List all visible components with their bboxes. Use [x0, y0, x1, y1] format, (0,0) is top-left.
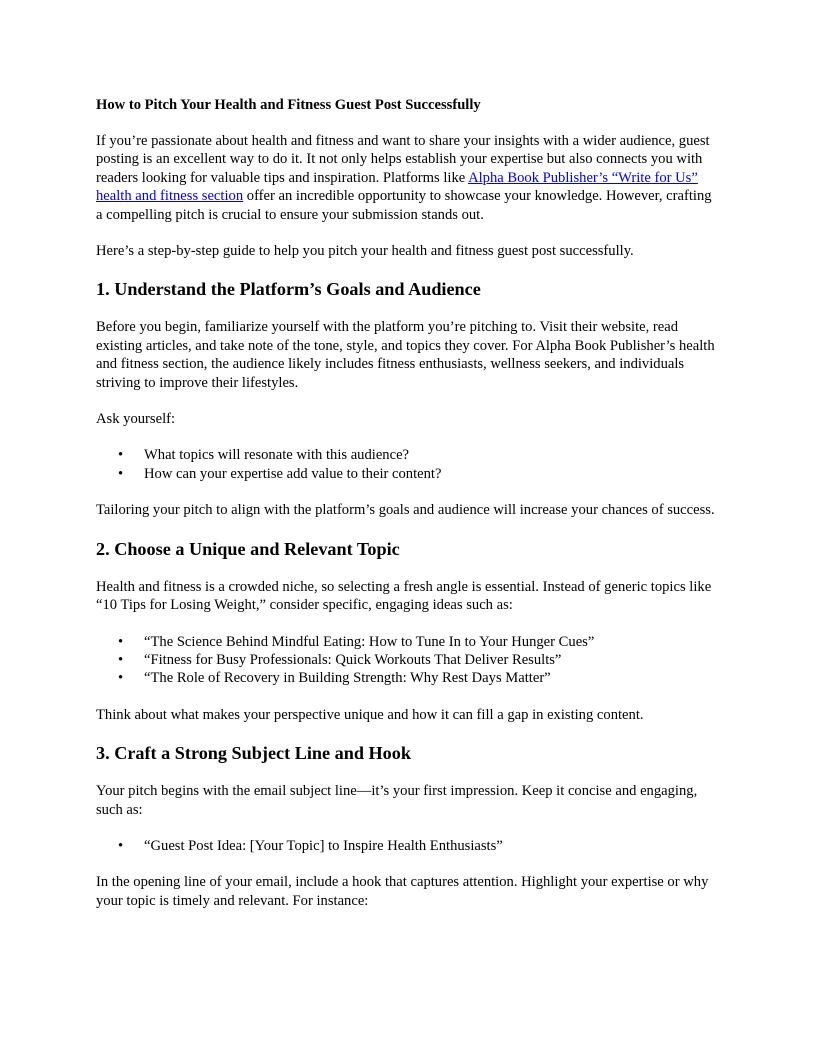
list-item-text: “The Science Behind Mindful Eating: How to Tune In to Your Hunger Cues” [144, 633, 595, 650]
list-item-text: “Fitness for Busy Professionals: Quick Workouts That Deliver Results” [144, 651, 562, 668]
list-item [96, 837, 720, 855]
list-item [96, 465, 720, 483]
section-3-paragraph-1: Your pitch begins with the email subject line—it’s your first impression. Keep it concise and engaging, such as: [96, 783, 698, 818]
bullet-icon: • [118, 447, 124, 464]
document-body [96, 96, 720, 928]
bullet-icon: • [118, 837, 124, 854]
section-1-paragraph-2: Ask yourself: [96, 411, 176, 428]
intro-text-after-link: offer an incredible opportunity to showcase your knowledge. However, crafting a compelling pitch is crucial to ensure your submission stands out. [96, 188, 712, 223]
section-3-bullet-list [96, 837, 720, 855]
list-item [96, 651, 720, 669]
section-1-bullet-list [96, 446, 720, 483]
bullet-icon: • [118, 633, 124, 650]
bullet-icon: • [118, 465, 124, 482]
section-2-heading: 2. Choose a Unique and Relevant Topic [96, 538, 400, 559]
section-1-heading: 1. Understand the Platform’s Goals and Audience [96, 279, 481, 300]
list-item-text: How can your expertise add value to their content? [144, 465, 442, 482]
list-item-text: What topics will resonate with this audience? [144, 447, 410, 464]
guide-intro-paragraph: Here’s a step-by-step guide to help you pitch your health and fitness guest post successfully. [96, 243, 634, 260]
intro-text-before-link: If you’re passionate about health and fitness and want to share your insights with a wider audience, guest posting is an excellent way to do it. It not only helps establish your expertise but also connects you with readers looking for valuable tips and inspiration. Platforms like [96, 133, 710, 186]
section-1-paragraph-3: Tailoring your pitch to align with the platform’s goals and audience will increase your chances of success. [96, 502, 715, 519]
section-2-paragraph-1: Health and fitness is a crowded niche, so selecting a fresh angle is essential. Instead of generic topics like “10 Tips for Losing Weight,” consider specific, engaging ideas such as: [96, 578, 712, 614]
write-for-us-link[interactable]: Alpha Book Publisher’s “Write for Us” health and fitness section [96, 169, 698, 205]
list-item [96, 446, 720, 464]
list-item [96, 633, 720, 651]
section-3-paragraph-2: In the opening line of your email, include a hook that captures attention. Highlight your expertise or why your topic is timely and relevant. For instance: [96, 874, 709, 909]
section-2-paragraph-2: Think about what makes your perspective unique and how it can fill a gap in existing content. [96, 706, 644, 723]
list-item [96, 669, 720, 687]
list-item-text: “The Role of Recovery in Building Strength: Why Rest Days Matter” [144, 670, 551, 687]
bullet-icon: • [118, 651, 124, 668]
document-title: How to Pitch Your Health and Fitness Guest Post Successfully [96, 97, 481, 113]
section-2-bullet-list [96, 633, 720, 688]
section-1-paragraph-1: Before you begin, familiarize yourself with the platform you’re pitching to. Visit their website, read existing articles, and take note of the tone, style, and topics they cover. For Alpha Book Publisher’s health and fitness section, the audience likely includes fitness enthusiasts, wellness seekers, and individuals striving to improve their lifestyles. [96, 319, 715, 391]
intro-paragraph [96, 132, 720, 224]
section-3-heading: 3. Craft a Strong Subject Line and Hook [96, 743, 411, 764]
bullet-icon: • [118, 670, 124, 687]
list-item-text: “Guest Post Idea: [Your Topic] to Inspire Health Enthusiasts” [144, 837, 503, 854]
